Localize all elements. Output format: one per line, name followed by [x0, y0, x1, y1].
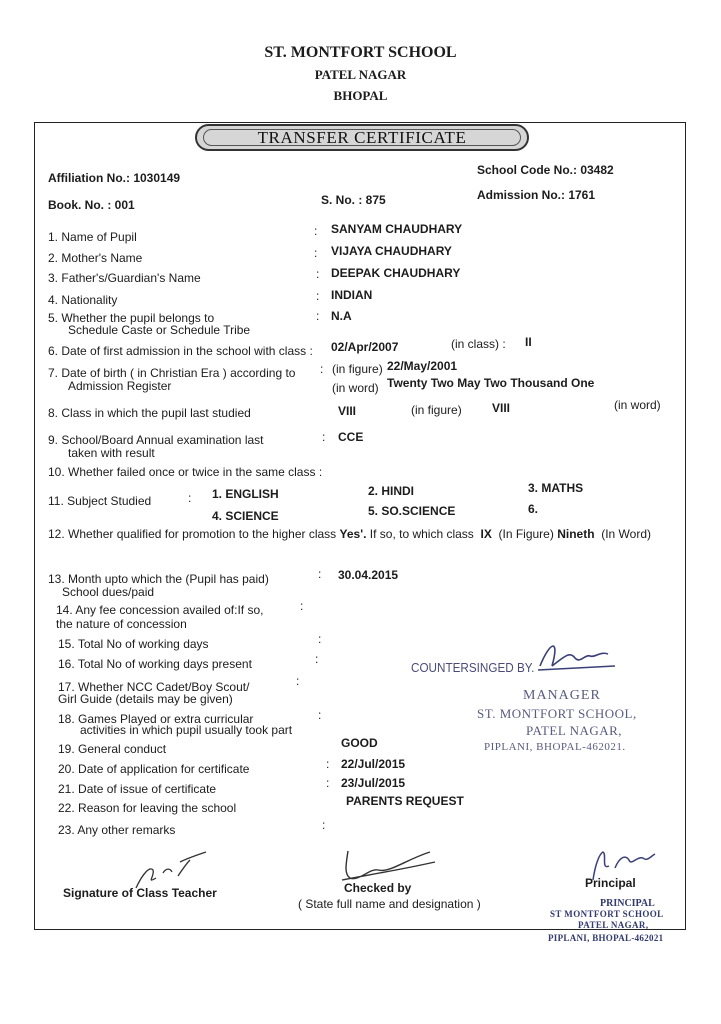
- nationality-value: INDIAN: [331, 288, 373, 302]
- field-4-label: 4. Nationality: [48, 293, 118, 307]
- admission-no: Admission No.: 1761: [477, 188, 596, 202]
- last-class-in-figure: (in figure): [411, 403, 462, 417]
- field-5-label: 5. Whether the pupil belongs to: [48, 311, 215, 325]
- field-17-label-2: Girl Guide (details may be given): [58, 692, 233, 706]
- book-no: Book. No. : 001: [48, 198, 135, 212]
- field-3-label: 3. Father's/Guardian's Name: [48, 271, 201, 285]
- last-class-value: VIII: [338, 404, 357, 418]
- principal-stamp-line1: PRINCIPAL: [600, 898, 655, 909]
- field-22-label: 22. Reason for leaving the school: [58, 801, 237, 815]
- checked-by-label: Checked by: [344, 881, 412, 895]
- subject-2: 2. HINDI: [368, 484, 415, 498]
- in-class-label: (in class) :: [451, 337, 506, 351]
- field-16-label: 16. Total No of working days present: [58, 657, 252, 671]
- school-area: PATEL NAGAR: [314, 67, 407, 82]
- field-11-label: 11. Subject Studied: [48, 494, 152, 508]
- field-7-label: 7. Date of birth ( in Christian Era ) according to: [48, 366, 296, 380]
- issue-date: 23/Jul/2015: [341, 776, 406, 790]
- exam-value: CCE: [338, 430, 364, 444]
- field-21-label: 21. Date of issue of certificate: [58, 782, 217, 796]
- principal-stamp-line3: PATEL NAGAR,: [578, 920, 649, 930]
- field-19-label: 19. General conduct: [58, 742, 167, 756]
- dues-paid-value: 30.04.2015: [338, 568, 399, 582]
- caste-value: N.A: [331, 309, 352, 323]
- field-5-label-2: Schedule Caste or Schedule Tribe: [68, 323, 251, 337]
- serial-no: S. No. : 875: [321, 193, 386, 207]
- principal-label: Principal: [585, 876, 636, 890]
- field-2-label: 2. Mother's Name: [48, 251, 143, 265]
- field-13-label: 13. Month upto which the (Pupil has paid): [48, 572, 269, 586]
- field-14-label-2: the nature of concession: [56, 617, 187, 631]
- manager-signature: [530, 636, 620, 676]
- field-23-label: 23. Any other remarks: [58, 823, 176, 837]
- manager-stamp-line3: PATEL NAGAR,: [526, 723, 623, 738]
- field-17-label: 17. Whether NCC Cadet/Boy Scout/: [58, 680, 250, 694]
- field-9-label: 9. School/Board Annual examination last: [48, 433, 264, 447]
- field-15-label: 15. Total No of working days: [58, 637, 209, 651]
- application-date: 22/Jul/2015: [341, 757, 406, 771]
- class-teacher-label: Signature of Class Teacher: [63, 886, 217, 900]
- field-18-label: 18. Games Played or extra curricular: [58, 712, 254, 726]
- principal-stamp-line4: PIPLANI, BHOPAL-462021: [548, 933, 664, 943]
- field-1-label: 1. Name of Pupil: [48, 230, 137, 244]
- school-city: BHOPAL: [333, 88, 388, 103]
- principal-stamp-line2: ST MONTFORT SCHOOL: [550, 909, 664, 919]
- subject-3: 3. MATHS: [528, 481, 584, 495]
- father-name: DEEPAK CHAUDHARY: [331, 266, 461, 280]
- manager-stamp-line1: MANAGER: [523, 688, 601, 703]
- affiliation-no: Affiliation No.: 1030149: [48, 171, 181, 185]
- pupil-name: SANYAM CHAUDHARY: [331, 222, 463, 236]
- last-class-value-2: VIII: [492, 401, 511, 415]
- admission-class: II: [525, 335, 532, 349]
- field-6-label: 6. Date of first admission in the school with class :: [48, 344, 313, 358]
- subject-4: 4. SCIENCE: [212, 509, 279, 523]
- title-banner: [195, 124, 529, 151]
- field-10-label: 10. Whether failed once or twice in the same class :: [48, 465, 323, 479]
- field-14-label: 14. Any fee concession availed of:If so,: [56, 603, 264, 617]
- mother-name: VIJAYA CHAUDHARY: [331, 244, 452, 258]
- countersigned-stamp: COUNTERSINGED BY.: [411, 660, 535, 675]
- school-code: School Code No.: 03482: [477, 163, 614, 177]
- subject-5: 5. SO.SCIENCE: [368, 504, 456, 518]
- dob-in-word-label: (in word): [332, 381, 379, 395]
- field-8-label: 8. Class in which the pupil last studied: [48, 406, 251, 420]
- field-12-label: 12. Whether qualified for promotion to the higher class Yes'. If so, to which class IX (In Figure) Nineth (In Word): [48, 527, 652, 541]
- checked-by-note: ( State full name and designation ): [298, 897, 481, 911]
- dob-words: Twenty Two May Two Thousand One: [387, 376, 595, 390]
- last-class-in-word: (in word): [614, 398, 661, 412]
- first-admission-date: 02/Apr/2007: [331, 340, 399, 354]
- certificate-title: TRANSFER CERTIFICATE: [257, 128, 467, 147]
- manager-stamp-line2: ST. MONTFORT SCHOOL,: [477, 706, 637, 721]
- field-7-label-2: Admission Register: [68, 379, 172, 393]
- field-9-label-2: taken with result: [68, 446, 155, 460]
- conduct-value: GOOD: [341, 736, 378, 750]
- subject-1: 1. ENGLISH: [212, 487, 279, 501]
- leaving-reason: PARENTS REQUEST: [346, 794, 464, 808]
- dob-figure: 22/May/2001: [387, 359, 458, 373]
- field-20-label: 20. Date of application for certificate: [58, 762, 250, 776]
- dob-in-figure-label: (in figure): [332, 362, 383, 376]
- school-name: ST. MONTFORT SCHOOL: [264, 44, 457, 61]
- manager-stamp-line4: PIPLANI, BHOPAL-462021.: [484, 741, 626, 753]
- subject-6: 6.: [528, 502, 539, 516]
- field-18-label-2: activities in which pupil usually took part: [80, 723, 293, 737]
- field-13-label-2: School dues/paid: [62, 585, 155, 599]
